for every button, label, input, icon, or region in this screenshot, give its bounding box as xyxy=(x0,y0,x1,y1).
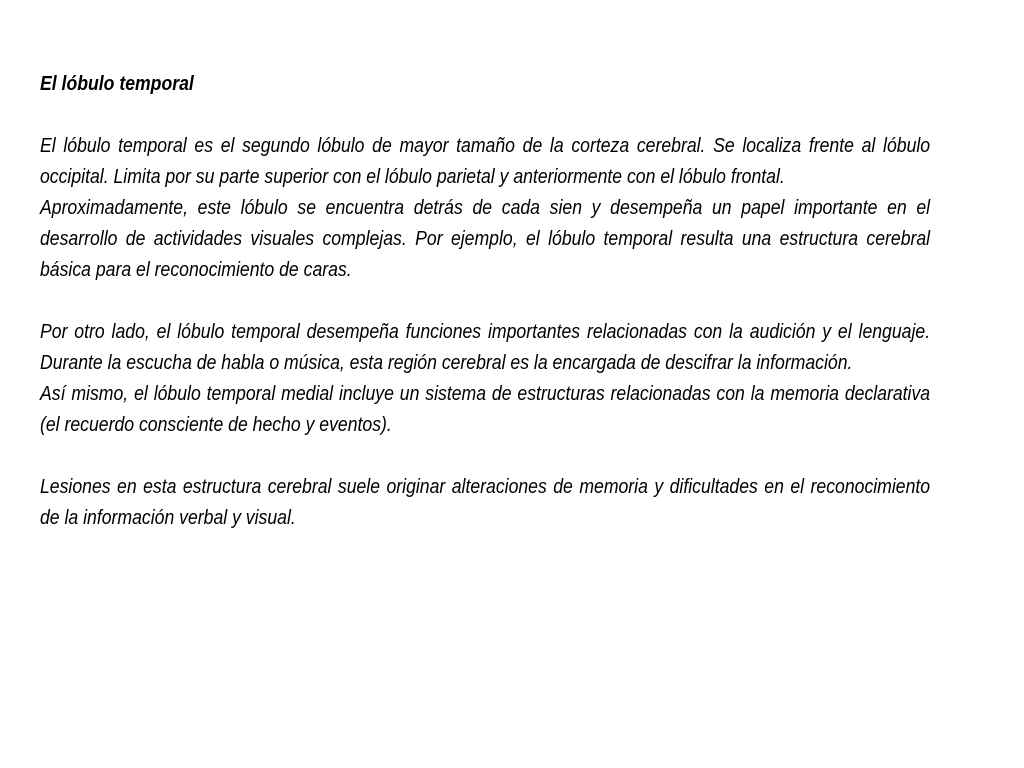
paragraph-location: El lóbulo temporal es el segundo lóbulo de mayor tamaño de la corteza cerebral. Se localiza frente al lóbulo occipital. Limita por su parte superior con el lóbulo parietal y anteriormente con el lóbulo frontal. xyxy=(40,134,931,188)
paragraph-audition-language: Por otro lado, el lóbulo temporal desempeña funciones importantes relacionadas con la audición y el lenguaje. Durante la escucha de habla o música, esta región cerebral es la encargada de descifrar la información. xyxy=(40,320,931,374)
paragraph-lesions: Lesiones en esta estructura cerebral suele originar alteraciones de memoria y dificultades en el reconocimiento de la información verbal y visual. xyxy=(40,475,931,529)
slide-content xyxy=(40,68,930,533)
paragraph-visual-function: Aproximadamente, este lóbulo se encuentra detrás de cada sien y desempeña un papel importante en el desarrollo de actividades visuales complejas. Por ejemplo, el lóbulo temporal resulta una estructura cerebral básica para el reconocimiento de caras. xyxy=(40,196,931,281)
spacer xyxy=(40,285,930,316)
spacer xyxy=(40,99,930,130)
spacer xyxy=(40,440,930,471)
paragraph-memory: Así mismo, el lóbulo temporal medial incluye un sistema de estructuras relacionadas con la memoria declarativa (el recuerdo consciente de hecho y eventos). xyxy=(40,382,931,436)
document-title: El lóbulo temporal xyxy=(40,72,194,95)
